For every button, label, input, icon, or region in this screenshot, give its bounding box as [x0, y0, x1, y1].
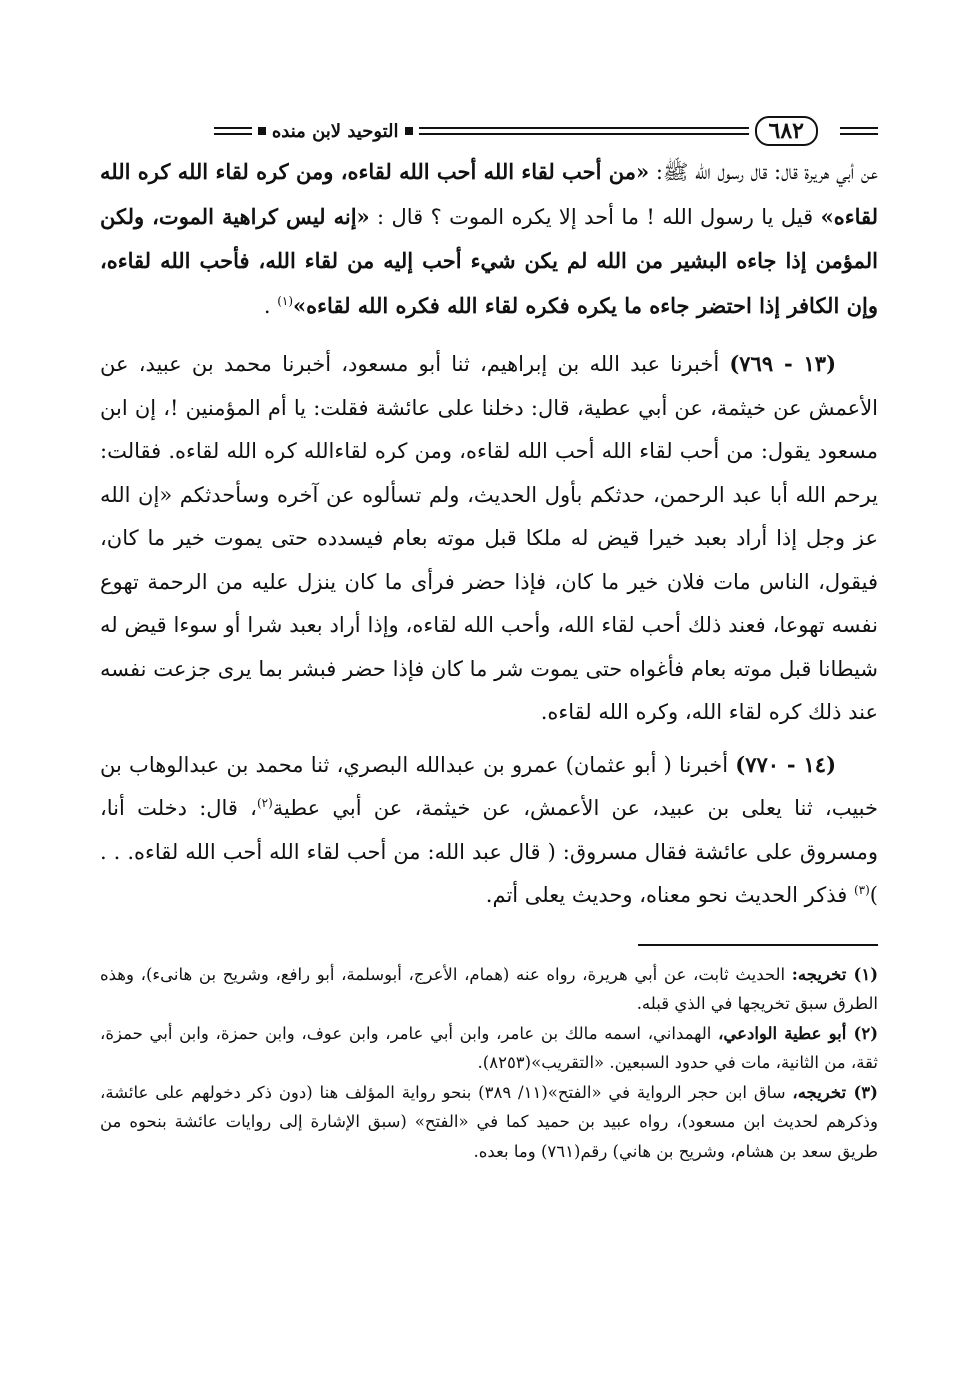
continuation-paragraph [100, 150, 878, 328]
page-header [100, 112, 878, 150]
footnote-ref-2[interactable]: (٢) [256, 796, 273, 810]
header-rule-middle [419, 127, 749, 135]
hadith-769 [100, 342, 878, 735]
page-number: ٦٨٢ [755, 116, 818, 146]
hadith-number: (١٤ - ٧٧٠) [735, 751, 836, 777]
hadith-text-part2: ، قال: دخلت أنا، ومسروق على عائشة فقال مسروق: ( قال عبد الله: من أحب لقاء الله أحب الله لقاءه. . . ) [100, 796, 878, 907]
hadith-770 [100, 743, 878, 918]
book-title: التوحيد لابن منده [271, 120, 399, 142]
footnote-1 [100, 960, 878, 1019]
hadith-text: أخبرنا عبد الله بن إبراهيم، ثنا أبو مسعود، أخبرنا محمد بن عبيد، عن الأعمش عن خيثمة، عن أبي عطية، قال: دخلنا على عائشة فقلت: يا أم المؤمنين !، إن ابن مسعود يقول: من أحب لقاء الله أحب الله لقاءه، ومن كره لقاءالله كره الله لقاءه. فقالت: يرحم الله أبا عبد الرحمن، حدثكم بأول الحديث، ولم تسألوه عن آخره وسأحدثكم «إن الله عز وجل إذا أراد بعبد خيرا قيض له ملكا قبل موته بعام فيسدده حتى يموت خير ما كان، فيقول، الناس مات فلان خير ما كان، فإذا حضر فرأى ما كان ينزل عليه من الرحمة تهوع نفسه تهوعا، فعند ذلك أحب لقاء الله، وأحب الله لقاءه، وإذا أراد بعبد شرا أو سوءا قيض له شيطانا قبل موته بعام فأغواه حتى يموت شر ما كان فإذا حضر فبشر بما يرى جزعت نفسه عند ذلك كره لقاء الله، وكره الله لقاءه. [100, 352, 878, 724]
header-rule-left [214, 127, 252, 135]
footnote-label: (٢) أبو عطية الوادعي، [718, 1023, 879, 1043]
footnote-separator [638, 944, 878, 946]
continuation-end: . [263, 293, 278, 318]
footnote-text: الهمداني، اسمه مالك بن عامر، وابن أبي عامر، وابن عوف، وابن حمزة، وابن أبي حمزة، ثقة، من الثانية، مات في حدود السبعين. «التقريب»(٨٢٥٣). [100, 1023, 878, 1072]
hadith-text-part1: أخبرنا ( أبو عثمان) عمرو بن عبدالله البصري، ثنا محمد بن عبدالوهاب بن خبيب، ثنا يعلى بن عبيد، عن الأعمش، عن خيثمة، عن أبي عطية [100, 752, 878, 820]
prophetic-quote-2: «إنه ليس كراهية الموت، ولكن المؤمن إذا جاءه البشير من الله لم يكن شيء أحب إليه من لقاء الله، فأحب الله لقاءه، وإن الكافر إذا احتضر جاءه ما يكره فكره لقاء الله فكره الله لقاءه» [100, 203, 878, 318]
prophetic-quote-1: «من أحب لقاء الله أحب الله لقاءه، ومن كره لقاء الله كره الله لقاءه» [100, 159, 878, 229]
header-square-ornament [405, 127, 413, 135]
hadith-text-part3: فذكر الحديث نحو معناه، وحديث يعلى أتم. [485, 883, 854, 907]
footnote-3 [100, 1078, 878, 1167]
footnote-text: ساق ابن حجر الرواية في «الفتح»(١١/ ٣٨٩) بنحو رواية المؤلف هنا (دون ذكر دخولهم على عائشة، وذكرهم لحديث ابن مسعود)، رواه عبيد بن حميد كما في «الفتح» (سبق الإشارة إلى روايات عائشة بنحوه من طريق سعد بن هشام، وشريح بن هاني) رقم(٧٦١) وما بعده. [100, 1082, 878, 1161]
continuation-intro: عن أبي هريرة قال: قال رسول الله ﷺ: [649, 160, 878, 184]
footnote-2 [100, 1019, 878, 1078]
continuation-middle: قيل يا رسول الله ! ما أحد إلا يكره الموت ؟ قال : [369, 204, 821, 229]
page-body [100, 112, 878, 1166]
footnote-text: الحديث ثابت، عن أبي هريرة، رواه عنه (همام، الأعرج، أبوسلمة، أبو رافع، وشريح بن هانىء)، وهذه الطرق سبق تخريجها في الذي قبله. [100, 964, 878, 1013]
footnote-label: (٣) تخريجه، [792, 1082, 878, 1102]
footnote-label: (١) تخريجه: [791, 964, 878, 984]
footnote-ref-1[interactable]: (١) [277, 293, 294, 308]
footnote-ref-3[interactable]: (٣) [853, 883, 870, 897]
hadith-number: (١٣ - ٧٦٩) [729, 351, 836, 376]
header-rule-right [840, 127, 878, 135]
footnotes [100, 960, 878, 1167]
header-square-ornament [258, 127, 266, 135]
